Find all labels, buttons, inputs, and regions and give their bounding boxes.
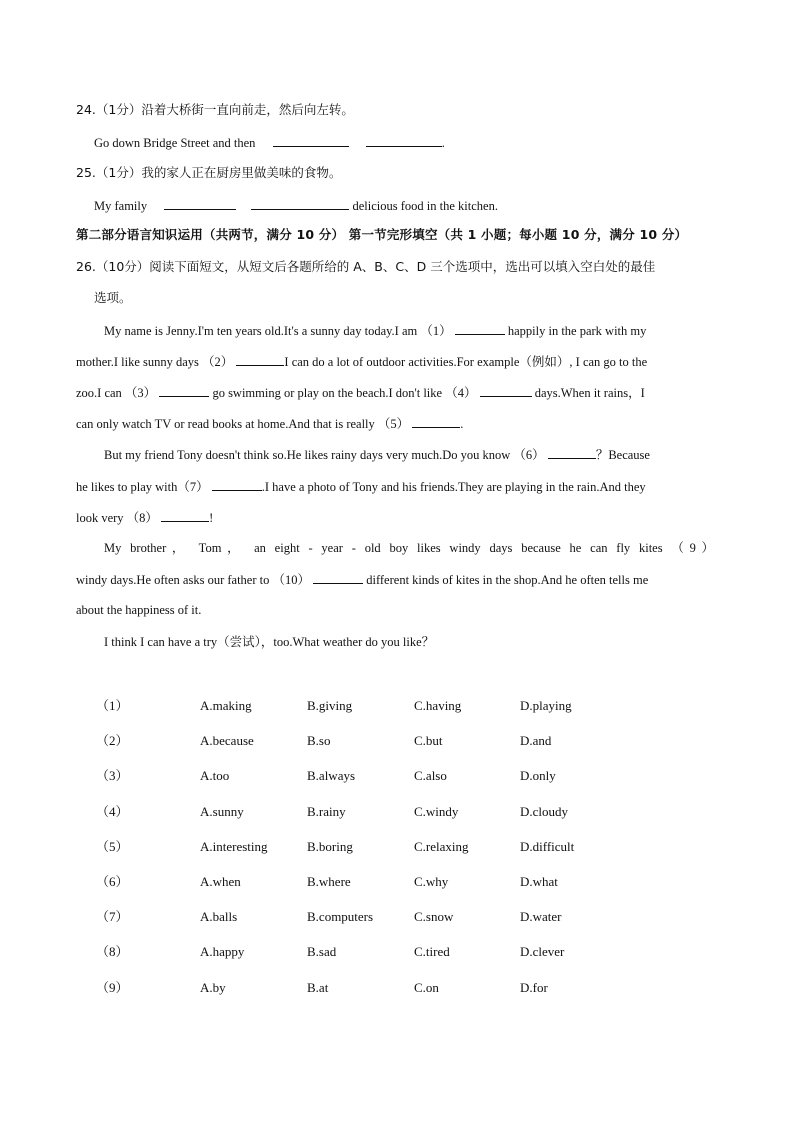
option-b[interactable]: B.so [307, 733, 331, 748]
p2-line1 [104, 445, 650, 464]
section-header: 第二部分语言知识运用（共两节，满分 10 分） 第一节完形填空（共 1 小题；每小题 10 分，满分 10 分） [76, 227, 688, 242]
option-b[interactable]: B.where [307, 874, 351, 889]
p1-line2-text-b: I can do a lot of outdoor activities.For example（例如）, I can go to the [284, 355, 648, 369]
q26-prompt-line2: 选项。 [94, 290, 132, 305]
blank-1[interactable] [455, 321, 505, 335]
option-a[interactable]: A.happy [200, 944, 245, 959]
blank-3[interactable] [159, 383, 209, 397]
q24-lead: Go down Bridge Street and then [94, 136, 256, 150]
p1-line3-text-c: days.When it rains，I [534, 386, 645, 400]
option-a[interactable]: A.too [200, 768, 230, 783]
p1-line3 [76, 383, 645, 402]
q26-prompt-line1: 26.（10分）阅读下面短文，从短文后各题所给的 A、B、C、D 三个选项中，选出可以填入空白处的最佳 [76, 259, 656, 274]
q24-blank-2[interactable] [366, 133, 442, 147]
p2-line2 [76, 477, 646, 496]
q25-tail: delicious food in the kitchen. [352, 199, 498, 213]
p1-line4-text-a: can only watch TV or read books at home.And that is really （5） [76, 417, 410, 431]
p1-line2-text-a: mother.I like sunny days （2） [76, 355, 234, 369]
p2-line3-text-b: ! [209, 511, 214, 525]
p3-line2-text-a: windy days.He often asks our father to （10） [76, 573, 310, 587]
p1-line2 [76, 352, 647, 371]
blank-6[interactable] [548, 445, 596, 459]
option-d[interactable]: D.clever [520, 944, 565, 959]
p3-line2-text-b: different kinds of kites in the shop.And he often tells me [366, 573, 649, 587]
option-c[interactable]: C.tired [414, 944, 450, 959]
option-c[interactable]: C.having [414, 698, 462, 713]
option-d[interactable]: D.difficult [520, 839, 575, 854]
p1-line1 [104, 321, 646, 340]
opt-num: （3） [96, 768, 129, 783]
p2-line3 [76, 508, 213, 527]
blank-2[interactable] [236, 352, 284, 366]
p1-line4 [76, 414, 463, 433]
option-a[interactable]: A.by [200, 980, 226, 995]
option-b[interactable]: B.boring [307, 839, 353, 854]
blank-4[interactable] [480, 383, 532, 397]
q24-blank-1[interactable] [273, 133, 349, 147]
option-c[interactable]: C.relaxing [414, 839, 469, 854]
option-a[interactable]: A.making [200, 698, 252, 713]
q25-lead: My family [94, 199, 148, 213]
p1-line4-text-b: . [460, 417, 464, 431]
option-a[interactable]: A.because [200, 733, 254, 748]
p4-line1: I think I can have a try（尝试），too.What weather do you like？ [104, 635, 435, 649]
option-a[interactable]: A.when [200, 874, 241, 889]
option-c[interactable]: C.but [414, 733, 443, 748]
opt-num: （5） [96, 839, 129, 854]
q25-blank-2[interactable] [251, 196, 349, 210]
opt-num: （4） [96, 804, 129, 819]
blank-8[interactable] [161, 508, 209, 522]
option-d[interactable]: D.only [520, 768, 556, 783]
q25-sentence [94, 196, 498, 215]
p1-line3-text-b: go swimming or play on the beach.I don't like （4） [212, 386, 477, 400]
p2-line3-text-a: look very （8） [76, 511, 158, 525]
q24-end: . [441, 136, 445, 150]
opt-num: （9） [96, 980, 129, 995]
option-d[interactable]: D.and [520, 733, 552, 748]
opt-num: （2） [96, 733, 129, 748]
option-c[interactable]: C.snow [414, 909, 454, 924]
option-b[interactable]: B.computers [307, 909, 374, 924]
option-a[interactable]: A.balls [200, 909, 238, 924]
p1-line1-text-a: My name is Jenny.I'm ten years old.It's a sunny day today.I am （1） [104, 324, 452, 338]
option-c[interactable]: C.windy [414, 804, 459, 819]
option-d[interactable]: D.for [520, 980, 548, 995]
p2-line1-text-a: But my friend Tony doesn't think so.He likes rainy days very much.Do you know （6） [104, 448, 545, 462]
p3-line3: about the happiness of it. [76, 603, 202, 617]
p2-line1-text-b: ？Because [595, 448, 650, 462]
blank-10[interactable] [313, 570, 363, 584]
p2-line2-text-a: he likes to play with（7） [76, 480, 209, 494]
opt-num: （1） [96, 698, 129, 713]
opt-num: （7） [96, 909, 129, 924]
blank-5[interactable] [412, 414, 460, 428]
p1-line1-text-b: happily in the park with my [507, 324, 647, 338]
option-d[interactable]: D.what [520, 874, 558, 889]
blank-7[interactable] [212, 477, 262, 491]
opt-num: （8） [96, 944, 129, 959]
p1-line3-text-a: zoo.I can （3） [76, 386, 157, 400]
opt-num: （6） [96, 874, 129, 889]
option-b[interactable]: B.sad [307, 944, 337, 959]
q25-prompt: 25.（1分）我的家人正在厨房里做美味的食物。 [76, 165, 342, 180]
option-a[interactable]: A.interesting [200, 839, 268, 854]
q24-sentence [94, 133, 445, 152]
option-a[interactable]: A.sunny [200, 804, 244, 819]
option-b[interactable]: B.rainy [307, 804, 346, 819]
option-b[interactable]: B.giving [307, 698, 353, 713]
q24-prompt: 24.（1分）沿着大桥街一直向前走，然后向左转。 [76, 102, 354, 117]
option-d[interactable]: D.cloudy [520, 804, 569, 819]
p2-line2-text-b: .I have a photo of Tony and his friends.They are playing in the rain.And they [261, 480, 646, 494]
option-c[interactable]: C.on [414, 980, 439, 995]
option-c[interactable]: C.also [414, 768, 447, 783]
option-b[interactable]: B.always [307, 768, 356, 783]
p3-line2 [76, 570, 648, 589]
p3-line1: My brother， Tom， an eight - year - old boy likes windy days because he can fly kites （9） [104, 541, 714, 555]
option-d[interactable]: D.water [520, 909, 562, 924]
option-c[interactable]: C.why [414, 874, 449, 889]
q25-blank-1[interactable] [164, 196, 236, 210]
option-b[interactable]: B.at [307, 980, 329, 995]
option-d[interactable]: D.playing [520, 698, 572, 713]
